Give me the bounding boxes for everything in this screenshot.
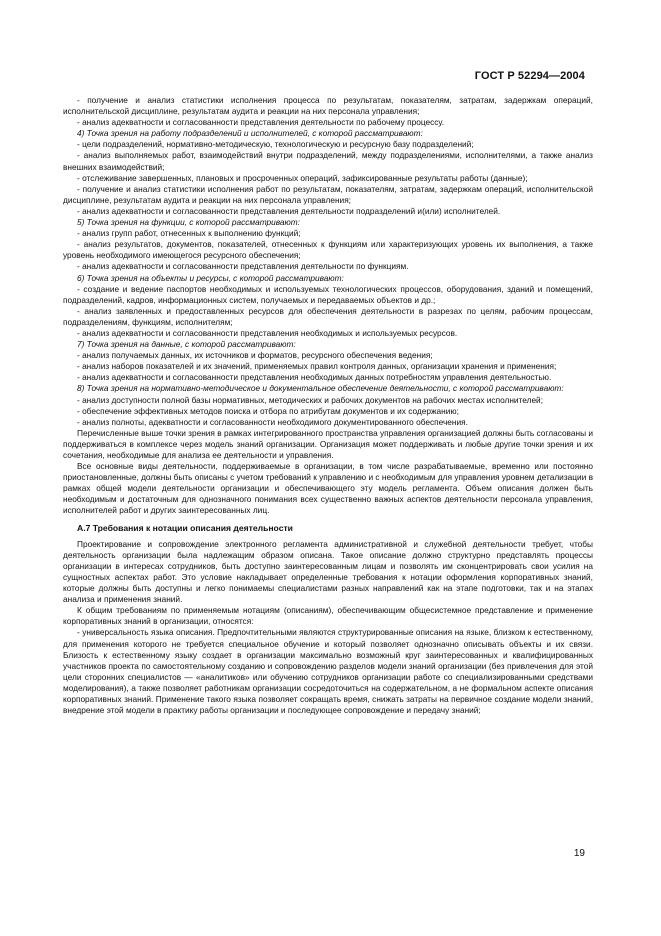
- paragraph: - анализ адекватности и согласованности представления необходимых данных потребностям управления деятельностью.: [77, 372, 552, 383]
- page-number: 19: [573, 848, 585, 859]
- paragraph: - анализ наборов показателей и их значений, применяемых правил контроля данных, организации хранения и применения;: [77, 361, 557, 372]
- paragraph: Перечисленные выше точки зрения в рамках интегрированного пространства управления организацией должны быть согласованы и поддерживаться в комплексе через модель знаний организации. Организация может поддерживать и любые другие точки зрения и их сочетания, необходимые для анализа ее деятельности и управления.: [63, 427, 593, 460]
- paragraph: - получение и анализ статистики исполнения процесса по результатам, показателям, затратам, задержкам операций, исполнительской дисциплине, результатам аудита и реакции на них персонала управления;: [63, 95, 593, 117]
- paragraph: - анализ адекватности и согласованности представления деятельности по функциям.: [77, 261, 409, 272]
- paragraph: - анализ адекватности и согласованности представления деятельности по рабочему процессу.: [77, 117, 445, 128]
- paragraph: - обеспечение эффективных методов поиска и отбора по атрибутам документов и их содержанию;: [77, 405, 459, 416]
- paragraph: - анализ адекватности и согласованности представления деятельности подразделений и(или) исполнителей.: [77, 205, 501, 216]
- viewpoint-heading: 5) Точка зрения на функции, с которой рассматривают:: [77, 217, 300, 228]
- paragraph: К общим требованиям по применяемым нотациям (описаниям), обеспечивающим общесистемное представление и применение корпоративных знаний в организации, относятся:: [63, 605, 593, 627]
- paragraph: - анализ выполняемых работ, взаимодействий внутри подразделений, между подразделениями, исполнителями, а также анализ внешних взаимодействий;: [63, 150, 593, 172]
- paragraph: Все основные виды деятельности, поддерживаемые в организации, в том числе разрабатываемые, временно или постоянно приостановленные, должны быть описаны с учетом требований к управлению и с необходимым для управления уровнем детализации в рамках общей модели деятельности организации и обеспечивающего эту модель регламента. Объем описания должен быть необходимым и достаточным для однозначного понимания всех существенно важных аспектов деятельности персонала управления, исполнителей работ и других заинтересованных лиц.: [63, 461, 593, 516]
- paragraph: Проектирование и сопровождение электронного регламента административной и служебной деятельности требует, чтобы деятельность организации была надлежащим образом описана. Такое описание должно структурно представлять процессы организации в интересах сотрудников, быть доступно заинтересованным лицам и позволять им сконцентрировать свои усилия на сущностных аспектах работ. Это условие накладывает определенные требования к нотации оформления корпоративных знаний, которые должны быть доступны и легко понимаемы специалистами разных направлений как на этапе подготовки, так и на этапах анализа и применения знаний.: [63, 538, 593, 605]
- document-body: [63, 95, 593, 716]
- viewpoint-heading: 4) Точка зрения на работу подразделений и исполнителей, с которой рассматривают:: [77, 128, 423, 139]
- paragraph: - анализ результатов, документов, показателей, отнесенных к функциям или характеризующих уровень их выполнения, а также уровень необходимого имеющегося ресурсного обеспечения;: [63, 239, 593, 261]
- paragraph: - отслеживание завершенных, плановых и просроченных операций, зафиксированные результаты работы (данные);: [77, 172, 528, 183]
- paragraph: - анализ адекватности и согласованности представления необходимых и используемых ресурсов.: [77, 327, 458, 338]
- paragraph: - универсальность языка описания. Предпочтительными являются структурированные описания на языке, близком к естественному, для применения которого не требуется специальное обучение и который позволяет однозначно описывать объекты и их связи. Близость к естественному языку создает в организации максимально возможный круг заинтересованных и квалифицированных участников проекта по самостоятельному созданию и сопровождению разделов модели знаний организации (без привлечения для этой цели сторонних специалистов — «аналитиков» или обучению сотрудников организации работе со специализированными средствами моделирования), а также позволяет работникам организации сосредоточиться на содержательном, а не формальном аспекте описания корпоративных знаний. Применение такого языка позволяет сокращать время, снижать затраты на первичное создание модели знаний, внедрение этой модели в практику работы организации и последующее сопровождение и передачу знаний;: [63, 627, 593, 716]
- document-header: ГОСТ Р 52294—2004: [474, 70, 585, 82]
- viewpoint-heading: 8) Точка зрения на нормативно-методическое и документальное обеспечение деятельности, с которой рассматривают:: [77, 383, 564, 394]
- paragraph: - получение и анализ статистики исполнения работ по результатам, показателям, затратам, задержкам операций, исполнительской дисциплине, результатам аудита и реакции на них персонала управления;: [63, 183, 593, 205]
- viewpoint-heading: 6) Точка зрения на объекты и ресурсы, с которой рассматривают:: [77, 272, 344, 283]
- paragraph: - анализ полноты, адекватности и согласованности необходимого документированного обеспечения.: [77, 416, 468, 427]
- viewpoint-heading: 7) Точка зрения на данные, с которой рассматривают:: [77, 339, 296, 350]
- paragraph: - анализ заявленных и предоставленных ресурсов для обеспечения деятельности в разрезах по целям, рабочим процессам, подразделениям, функциям, исполнителям;: [63, 305, 593, 327]
- paragraph: - создание и ведение паспортов необходимых и используемых технологических процессов, оборудования, зданий и помещений, подразделений, кадров, информационных систем, получаемых и передаваемых объектов и др.;: [63, 283, 593, 305]
- paragraph: - анализ получаемых данных, их источников и форматов, ресурсного обеспечения ведения;: [77, 350, 433, 361]
- section-heading: А.7 Требования к нотации описания деятельности: [77, 522, 293, 533]
- paragraph: - анализ групп работ, отнесенных к выполнению функций;: [77, 228, 301, 239]
- paragraph: - цели подразделений, нормативно-методическую, технологическую и ресурсную базу подразделений;: [77, 139, 474, 150]
- paragraph: - анализ доступности полной базы нормативных, методических и рабочих документов на рабочих местах исполнителей;: [77, 394, 544, 405]
